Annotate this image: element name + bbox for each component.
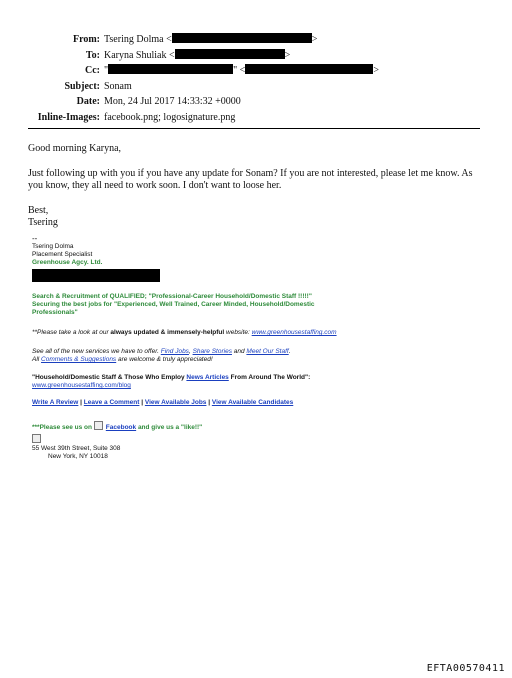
signature-name: Tsering Dolma xyxy=(32,243,74,250)
comments-line xyxy=(32,356,452,364)
tagline-line1: Search & Recruitment of QUALIFIED; "Professional-Career Household/Domestic Staff !!!!!" xyxy=(32,293,312,300)
facebook-line xyxy=(32,421,452,432)
services-block xyxy=(32,348,452,364)
signature-tagline xyxy=(32,293,452,317)
services-line xyxy=(32,348,452,356)
facebook-icon[interactable] xyxy=(94,421,103,430)
date-row xyxy=(0,94,512,110)
email-body xyxy=(28,143,483,230)
logo-signature-image xyxy=(32,434,41,443)
to-end: > xyxy=(284,49,291,61)
website-line xyxy=(32,329,452,337)
comments-suggestions-link[interactable]: Comments & Suggestions xyxy=(41,356,117,363)
message-paragraph: Just following up with you if you have any update for Sonam? If you are not interested, please let me know. As you know, they all need to work soon. I don't want to loose her. xyxy=(28,167,473,191)
link-separator: | xyxy=(78,399,84,406)
subject-label: Subject: xyxy=(64,80,100,92)
document-id: EFTA00570411 xyxy=(426,663,505,674)
meet-our-staff-link[interactable]: Meet Our Staff xyxy=(246,348,289,355)
subject-row xyxy=(0,79,512,95)
to-row xyxy=(0,48,512,64)
to-label: To: xyxy=(85,49,100,61)
link-separator: | xyxy=(206,399,212,406)
news-line xyxy=(32,374,452,382)
inline-images-row xyxy=(0,110,512,126)
cc-end: > xyxy=(373,65,379,76)
email-header xyxy=(0,32,512,125)
sender-name: Tsering xyxy=(28,217,58,228)
signature-block xyxy=(32,235,452,282)
services-sep: and xyxy=(231,348,247,355)
website-mid: website: xyxy=(224,329,252,336)
closing: Best, xyxy=(28,204,49,216)
facebook-link[interactable]: Facebook xyxy=(105,424,137,431)
greeting: Good morning Karyna, xyxy=(28,143,122,154)
find-jobs-link[interactable]: Find Jobs xyxy=(160,348,189,355)
share-stories-link[interactable]: Share Stories xyxy=(192,348,232,355)
news-pre: "Household/Domestic Staff & Those Who Employ xyxy=(32,374,187,381)
cc-mid: " < xyxy=(233,65,246,76)
comments-post: are welcome & truly appreciated! xyxy=(116,356,213,363)
to-name: Karyna Shuliak < xyxy=(104,49,175,61)
services-end: . xyxy=(288,348,291,355)
from-value xyxy=(104,32,317,48)
website-link[interactable]: www.greenhousestaffing.com xyxy=(251,329,337,336)
inline-images-label: Inline-Images: xyxy=(37,111,100,123)
services-sep: , xyxy=(188,348,193,355)
tagline-line2: Securing the best jobs for "Experienced, Well Trained, Career Minded, Household/Domestic Professionals" xyxy=(32,301,315,316)
leave-comment-link[interactable]: Leave a Comment xyxy=(83,399,140,406)
news-block xyxy=(32,374,452,390)
cc-value xyxy=(104,63,379,79)
date-value: Mon, 24 Jul 2017 14:33:32 +0000 xyxy=(104,96,241,107)
from-label: From: xyxy=(72,34,100,45)
blog-link[interactable]: www.greenhousestaffing.com/blog xyxy=(32,382,131,389)
facebook-post: and give us a "like!!" xyxy=(136,424,203,431)
write-review-link[interactable]: Write A Review xyxy=(32,399,79,406)
redaction-block xyxy=(245,64,373,74)
redaction-block xyxy=(32,269,160,282)
subject-value: Sonam xyxy=(104,80,132,92)
cc-open: " xyxy=(104,65,109,76)
header-divider xyxy=(28,128,480,129)
website-bold: always updated & immensely-helpful xyxy=(110,329,225,336)
link-separator: | xyxy=(139,399,145,406)
inline-images-value: facebook.png; logosignature.png xyxy=(104,111,236,123)
address-line1: 55 West 39th Street, Suite 308 xyxy=(32,445,121,452)
signature-dashes: -- xyxy=(32,234,38,243)
action-links xyxy=(32,399,452,407)
news-articles-link[interactable]: News Articles xyxy=(186,374,229,381)
address-line2: New York, NY 10018 xyxy=(48,453,108,460)
view-jobs-link[interactable]: View Available Jobs xyxy=(144,399,207,406)
facebook-pre: ***Please see us on xyxy=(32,424,94,431)
signature-company: Greenhouse Agcy. Ltd. xyxy=(32,259,103,266)
cc-row xyxy=(0,63,512,79)
date-label: Date: xyxy=(76,96,100,107)
redaction-block xyxy=(108,64,233,74)
news-post: From Around The World": xyxy=(228,374,311,381)
from-end: > xyxy=(311,34,318,45)
from-name: Tsering Dolma < xyxy=(104,34,172,45)
address-block xyxy=(32,434,452,461)
website-pre: **Please take a look at our xyxy=(32,329,111,336)
cc-label: Cc: xyxy=(85,65,100,76)
view-candidates-link[interactable]: View Available Candidates xyxy=(211,399,294,406)
from-row xyxy=(0,32,512,48)
services-text: See all of the new services we have to offer. xyxy=(32,348,161,355)
signature-title: Placement Specialist xyxy=(32,251,93,258)
to-value xyxy=(104,48,290,64)
comments-pre: All xyxy=(32,356,42,363)
redaction-block xyxy=(172,33,312,43)
redaction-block xyxy=(175,49,285,59)
